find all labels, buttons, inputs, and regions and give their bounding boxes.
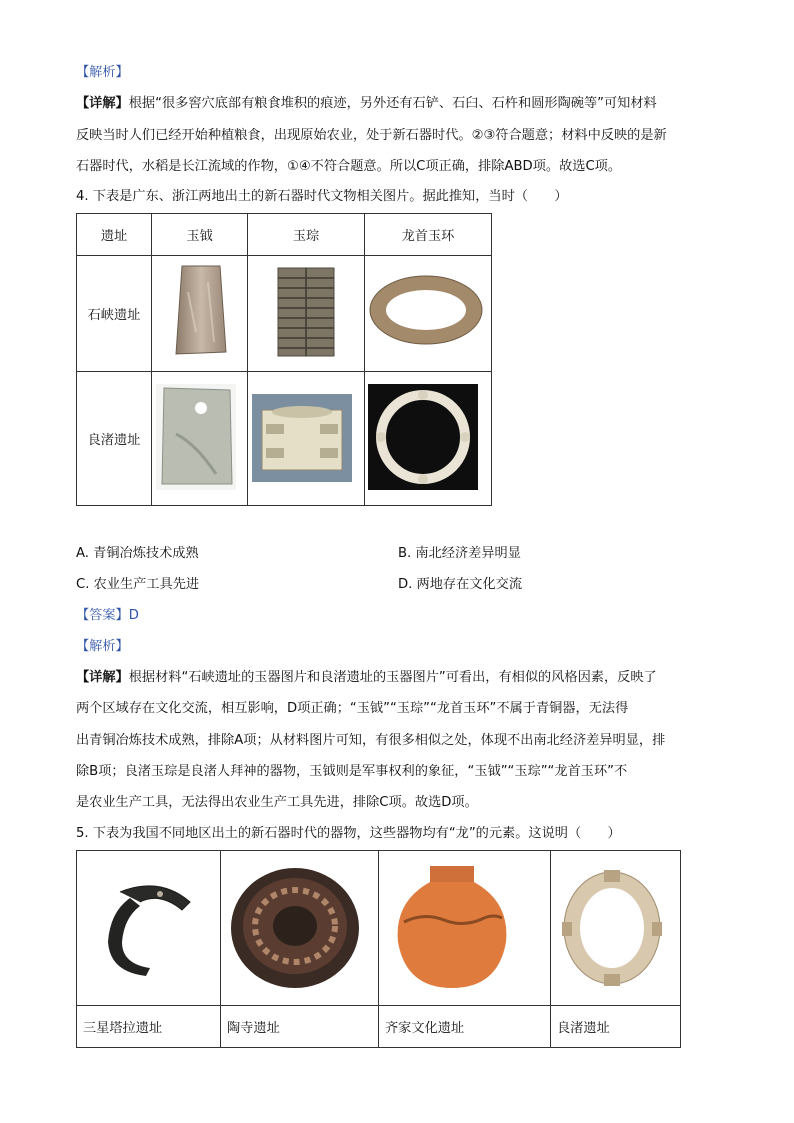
taosi-dragon-plate-image — [226, 862, 364, 992]
q5-label-3: 齐家文化遗址 — [379, 1006, 551, 1048]
liangzhu-jade-axe-image — [156, 384, 236, 490]
qijia-pottery-jar-image — [384, 862, 520, 992]
q3-analysis-tag: 【解析】 — [76, 65, 129, 80]
q4-analysis-tag: 【解析】 — [76, 639, 129, 654]
q4-header-yue: 玉钺 — [152, 214, 248, 256]
q5-stem: 5. 下表为我国不同地区出土的新石器时代的器物，这些器物均有“龙”的元素。这说明（ ） — [76, 826, 621, 841]
q4-row-shixia: 石峡遗址 — [77, 256, 152, 372]
q4-option-b: B. 南北经济差异明显 — [398, 546, 521, 561]
q5-label-1: 三星塔拉遗址 — [77, 1006, 221, 1048]
q4-option-c: C. 农业生产工具先进 — [76, 577, 200, 592]
q5-label-2: 陶寺遗址 — [221, 1006, 379, 1048]
sanxingtala-jade-dragon-image — [90, 872, 202, 982]
q4-detail-text-1: 根据材料“石峡遗址的玉器图片和良渚遗址的玉器图片”可看出，有相似的风格因素，反映了 — [128, 670, 657, 685]
q4-detail-line-5: 是农业生产工具，无法得出农业生产工具先进，排除C项。故选D项。 — [76, 795, 478, 810]
liangzhu-dragon-bracelet-image — [556, 866, 668, 990]
q4-option-a: A. 青铜冶炼技术成熟 — [76, 546, 199, 561]
q4-header-ring: 龙首玉环 — [365, 214, 492, 256]
shixia-jade-ring-image — [366, 270, 486, 350]
q4-detail-line-1 — [76, 669, 657, 687]
q3-detail-text-1: 根据“很多窖穴底部有粮食堆积的痕迹，另外还有石铲、石臼、石杵和圆形陶碗等”可知材料 — [128, 96, 657, 111]
q5-label-4: 良渚遗址 — [551, 1006, 681, 1048]
shixia-jade-axe-image — [168, 262, 236, 360]
q3-detail-tag: 【详解】 — [76, 96, 129, 111]
liangzhu-dragon-ring-image — [368, 384, 478, 490]
q3-detail-line-2: 反映当时人们已经开始种植粮食，出现原始农业，处于新石器时代。②③符合题意；材料中反映的是新 — [76, 128, 667, 143]
q4-detail-line-3: 出青铜冶炼技术成熟，排除A项；从材料图片可知，有很多相似之处，体现不出南北经济差异明显，排 — [76, 733, 666, 748]
q4-answer: 【答案】D — [76, 608, 139, 623]
q4-stem: 4. 下表是广东、浙江两地出土的新石器时代文物相关图片。据此推知，当时（ ） — [76, 189, 568, 204]
liangzhu-jade-cong-image — [252, 394, 352, 482]
q3-detail-line-3: 石器时代，水稻是长江流域的作物，①④不符合题意。所以C项正确，排除ABD项。故选C项。 — [76, 159, 622, 174]
q4-header-site: 遗址 — [77, 214, 152, 256]
q4-detail-line-4: 除B项；良渚玉琮是良渚人拜神的器物，玉钺则是军事权利的象征，“玉钺”“玉琮”“龙首玉环”不 — [76, 764, 628, 779]
q3-detail-line-1 — [76, 95, 657, 113]
q4-header-cong: 玉琮 — [248, 214, 365, 256]
q4-detail-line-2: 两个区域存在文化交流，相互影响，D项正确；“玉钺”“玉琮”“龙首玉环”不属于青铜器，无法得 — [76, 701, 629, 716]
q4-option-d: D. 两地存在文化交流 — [398, 577, 523, 592]
shixia-jade-cong-image — [268, 262, 344, 360]
q4-row-liangzhu: 良渚遗址 — [77, 372, 152, 506]
q4-detail-tag: 【详解】 — [76, 670, 129, 685]
